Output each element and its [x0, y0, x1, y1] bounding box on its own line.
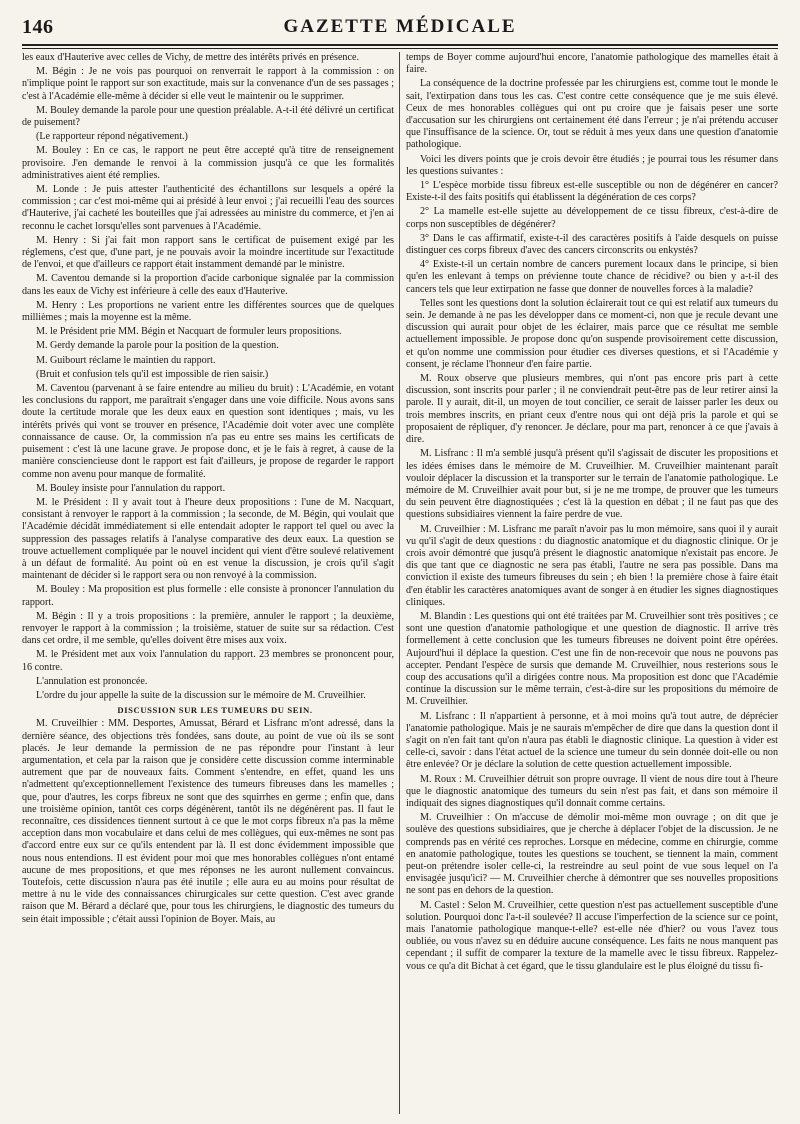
- paragraph: (Bruit et confusion tels qu'il est impossible de rien saisir.): [36, 368, 269, 380]
- paragraph: M. Castel : Selon M. Cruveilhier, cette question n'est pas actuellement susceptible d'une solution. Pourquoi donc l'a-t-il soulevée? Il accuse l'imperfection de la science sur ce point, mais l'anatomie pathologique manque-t-elle? est-elle née d'hier? ou vous l'avez tous oubliée, ou vous n'avez su en déduire aucune conséquence. Les faits ne nous manquent pas cependant ; il suffit de comparer la texture de la mamelle avec le tissu fibreux. Rappelez-vous ce qu'a dit Bichat à cet égard, que le tissu glandulaire est le plus éloigné du tissu fi-: [406, 899, 778, 972]
- paragraph: M. Caventou demande si la proportion d'acide carbonique signalée par la commission dans les eaux de Vichy est inférieure à celle des eaux d'Hauterive.: [22, 273, 394, 297]
- paragraph: M. le Président : Il y avait tout à l'heure deux propositions : l'une de M. Nacquart, consistant à renvoyer le rapport à la commission ; la seconde, de M. Bégin, qui voulait que l'Académie décidât immédiatement si elle entendait adopter le rapport tel quel ou avec la suppression des passages relatifs à l'analyse comparative des deux eaux. La question se trouve actuellement compliquée par le nouvel incident qui vient d'être soulevé relativement à un défaut de formalité. Au point où en est venue la discussion, je crois qu'il s'agit maintenant de décider si le rapport sera ou non renvoyé à la commission.: [22, 496, 394, 582]
- paragraph: M. Roux : M. Cruveilhier détruit son propre ouvrage. Il vient de nous dire tout à l'heure que le diagnostic anatomique des tumeurs du sein n'est pas fait, et dans son mémoire il indiquait des signes diagnostiques qu'il donnait comme certains.: [406, 773, 778, 809]
- paragraph: M. Bouley demande la parole pour une question préalable. A-t-il été délivré un certificat de puisement?: [22, 104, 394, 129]
- paragraph: M. Bégin : Il y a trois propositions : la première, annuler le rapport ; la deuxième, renvoyer le rapport à la commission ; la troisième, statuer de suite sur sa rédaction. C'est dans cet ordre, il me semble, qu'elles doivent être mises aux voix.: [22, 610, 394, 647]
- paragraph: M. Lisfranc : Il m'a semblé jusqu'à présent qu'il s'agissait de discuter les propositions et les idées émises dans le mémoire de M. Cruveilhier. M. Cruveilhier maintenant paraît vouloir déplacer la discussion et la transporter sur le terrain de l'anatomie pathologique. Le mémoire de M. Cruveilhier avait pour but, si je ne me trompe, de prouver que les tumeurs du sein peuvent être diagnostiquées ; c'est là la question en débat ; il ne faut pas que des questions subsidiaires viennent la faire perdre de vue.: [406, 448, 778, 521]
- left-column: [22, 52, 394, 1118]
- paragraph: M. Guibourt réclame le maintien du rapport.: [36, 354, 216, 366]
- paragraph: M. Henry : Les proportions ne varient entre les différentes sources que de quelques millièmes ; mais la moyenne est la même.: [22, 299, 394, 324]
- paragraph: 2° La mamelle est-elle sujette au développement de ce tissu fibreux, c'est-à-dire de corps non susceptibles de dégénérer?: [406, 206, 778, 230]
- page-number: 146: [22, 16, 54, 38]
- paragraph: M. Blandin : Les questions qui ont été traitées par M. Cruveilhier sont très positives ; ce sont une question d'anatomie pathologique et une question de diagnostic. Il arrive très formellement à cette conclusion que les tumeurs fibreuses ne doivent point être opérées. Aujourd'hui il déplace la question. C'est une fin de non-recevoir que nous ne pouvons pas accepter. Pendant l'espèce de sursis que demande M. Cruveilhier, nous resterions sous le coup des accusations qu'il a dirigées contre nous. Ma proposition est donc que l'Académie continue la discussion sur le même terrain, c'est-à-dire sur les propositions du mémoire de M. Cruveilhier.: [406, 610, 778, 708]
- paragraph: M. Cruveilhier : On m'accuse de démolir moi-même mon ouvrage ; on dit que je soulève des questions subsidiaires, que je cherche à déplacer l'objet de la discussion. Je ne comprends pas en vérité ces reproches. Lorsque en médecine, comme en chirurgie, comme en anatomie pathologique, toutes les questions se touchent, se tiennent la main, comment peut-on prétendre isoler celle-ci, la restreindre au seul point de vue sous lequel on l'a envisagée jusqu'ici? — M. Cruveilhier cherche à démontrer que ses nouvelles propositions ne sont pas en dehors de la question.: [406, 812, 778, 897]
- paragraph: M. Henry : Si j'ai fait mon rapport sans le certificat de puisement exigé par les réglemens, c'est que, d'une part, je ne pouvais avoir la moindre incertitude sur l'exactitude de l'envoi, et que d'ailleurs ce rapport était instamment demandé par le ministre.: [22, 234, 394, 271]
- paragraph: M. Gerdy demande la parole pour la position de la question.: [36, 340, 279, 352]
- paragraph: L'annulation est prononcée.: [36, 675, 148, 687]
- paragraph: 1° L'espèce morbide tissu fibreux est-elle susceptible ou non de dégénérer en cancer? Existe-t-il des faits positifs qui établissent la dégénération de ces corps?: [406, 180, 778, 204]
- paragraph: Telles sont les questions dont la solution éclairerait tout ce qui est relatif aux tumeurs du sein. Je demande à ne pas les développer dans ce moment-ci, non que je recule devant une discussion qui aurait pour objet de les éclairer, mais parce que ce résultat me semble actuellement impossible. Je propose donc qu'on suspende provisoirement cette discussion, et qu'on nomme une commission pour étudier ces diverses questions, et si l'Académie y consent, je réclame l'honneur d'en faire partie.: [406, 297, 778, 370]
- paragraph: 3° Dans le cas affirmatif, existe-t-il des caractères positifs à l'aide desquels on puisse distinguer ces corps fibreux d'avec des cancers circonscrits ou enkystés?: [406, 232, 778, 257]
- paragraph: M. Bégin : Je ne vois pas pourquoi on renverrait le rapport à la commission : on n'implique point le rapport sur son exactitude, mais sur la convenance d'un de ses passages ; c'est à l'Académie elle-même à décider si elle veut le maintenir ou le supprimer.: [22, 66, 394, 102]
- paragraph: Voici les divers points que je crois devoir être étudiés ; je pourrai tous les résumer dans les questions suivantes :: [406, 153, 778, 177]
- right-column: [406, 52, 778, 1118]
- paragraph: L'ordre du jour appelle la suite de la discussion sur le mémoire de M. Cruveilhier.: [36, 689, 366, 701]
- paragraph: M. Bouley : En ce cas, le rapport ne peut être accepté qu'à titre de renseignement provisoire. J'en demande le renvoi à la commission jusqu'à ce que les formalités administratives aient été remplies.: [22, 145, 394, 181]
- journal-title: GAZETTE MÉDICALE: [283, 16, 517, 37]
- paragraph: M. Bouley : Ma proposition est plus formelle : elle consiste à prononcer l'annulation du rapport.: [22, 584, 394, 608]
- column-divider: [399, 52, 400, 1114]
- paragraph: M. Londe : Je puis attester l'authenticité des échantillons sur lesquels a opéré la commission ; car c'est moi-même qui ai présidé à leur envoi ; j'ai recueilli l'eau des sources d'Hauterive, j'ai cacheté les bouteilles que j'ai adressées au ministre du commerce, et j'en ai reconnu le cachet lorsqu'elles sont parvenues à l'Académie.: [22, 184, 394, 232]
- paragraph: 4° Existe-t-il un certain nombre de cancers purement locaux dans le principe, si bien qu'en les enlevant à temps on prévienne toute chance de récidive? ou bien y a-t-il des cancers tels que leur extirpation ne fasse que donner de nouvelles forces à la maladie?: [406, 259, 778, 295]
- paragraph: M. Caventou (parvenant à se faire entendre au milieu du bruit) : L'Académie, en votant les conclusions du rapport, me paraîtrait s'engager dans une voie difficile. Nous avons sans doute la certitude morale que les deux eaux en question sont identiques ; mais, vu les intérêts privés qui vont se trouver en présence, l'Académie doit voter avec une complète connaissance de cause. Or, la commission n'a pas eu entre ses mains les certificats de puisement : c'est là une lacune grave. Je propose donc, et je le fais à regret, à cause de la manière consciencieuse dont le rapport est fait d'ailleurs, je propose de regarder le rapport comme non avenu pour manque de formalité.: [22, 383, 394, 480]
- paragraph: M. Bouley insiste pour l'annulation du rapport.: [36, 482, 226, 494]
- section-heading: DISCUSSION SUR LES TUMEURS DU SEIN.: [117, 705, 313, 716]
- paragraph: M. Cruveilhier : M. Lisfranc me paraît n'avoir pas lu mon mémoire, sans quoi il y aurait vu qu'il s'agit de deux questions : du diagnostic anatomique et du diagnostic clinique. Or je crois avoir démontré que jusqu'à présent le diagnostic anatomique n'existait pas encore. Je dis que tant que ce diagnostic ne sera pas établi, l'autre ne sera pas possible. Dans ma conviction il existe des tumeurs fibreuses du sein ; eh bien ! la première chose à faire était d'en établir les caractères anatomiques avant de songer à en étudier les signes diagnostiques cliniques.: [406, 523, 778, 608]
- paragraph: M. Roux observe que plusieurs membres, qui n'ont pas encore pris part à cette discussion, sont inscrits pour parler ; il ne conviendrait peut-être pas de leur retirer ainsi la parole. Il y aurait, dit-il, un moyen de tout concilier, ce serait de laisser parler les deux ou trois membres inscrits, en priant ceux d'entre nous qui ont déjà pris la parole et qui se proposaient de répliquer, d'y renoncer. Je déclare, pour ma part, renoncer à ce que j'avais à dire.: [406, 373, 778, 446]
- paragraph: M. le Président met aux voix l'annulation du rapport. 23 membres se prononcent pour, 16 contre.: [22, 649, 394, 673]
- paragraph: M. Cruveilhier : MM. Desportes, Amussat, Bérard et Lisfranc m'ont adressé, dans la dernière séance, des objections très fondées, sans doute, au point de vue où ils se sont placés. Je leur demande la permission de ne pas répondre pour l'instant à leur argumentation, et cela par la raison que je considère cette discussion comme interminable autrement que par de nouveaux faits. Comment s'entendre, en effet, quand les uns n'admettent qu'exceptionnellement l'existence des tumeurs fibreuses dans les mamelles ; que, pour d'autres, les corps fibreux ne sont que des squirrhes en germe ; enfin que, dans une troisième opinion, tantôt ces corps dégénèrent, tantôt ils ne dégénèrent pas. Il faut le reconnaître, ces dissidences tiennent surtout à ce que le mot corps fibreux n'a pas la même acception dans mon vocabulaire et dans celui de mes collègues, qui eux-mêmes ne sont pas d'accord entre eux sur ce qu'ils entendent par là. Il est donc évidemment impossible que nous nous entendions. Il est évident pour moi que mes honorables collègues n'ont entamé aucune de mes propositions, et que mes réponses ne les auront nullement convaincus. Toutefois, cette discussion n'aura pas été inutile ; elle aura eu au moins pour résultat de mettre à nu le vide des connaissances chirurgicales sur cette question. C'est avec grande raison que M. Bérard a déclaré que, pour tous les chirurgiens, le diagnostic des tumeurs du sein était impossible ; c'était aussi l'opinion de Boyer. Mais, au: [22, 718, 394, 925]
- paragraph: temps de Boyer comme aujourd'hui encore, l'anatomie pathologique des mamelles était à faire.: [406, 52, 778, 76]
- paragraph: les eaux d'Hauterive avec celles de Vichy, de mettre des intérêts privés en présence.: [22, 52, 359, 63]
- header-rule: [22, 44, 778, 49]
- paragraph: M. Lisfranc : Il n'appartient à personne, et à moi moins qu'à tout autre, de déprécier l'anatomie pathologique. Mais je ne saurais m'empêcher de dire que dans la question dont il s'agit on n'en fait tant qu'on n'aura pas établi le diagnostic clinique. La question à vider est celle-ci, savoir : dans l'état actuel de la science une tumeur du sein donnée doit-elle ou non être enlevée? Or je déclare la solution de cette question actuellement impossible.: [406, 710, 778, 771]
- paragraph: (Le rapporteur répond négativement.): [36, 131, 188, 143]
- page-header: [22, 14, 778, 46]
- paragraph: La conséquence de la doctrine professée par les chirurgiens est, comme tout le monde le sait, l'extirpation dans tous les cas. C'est contre cette conséquence que je me suis élevé. Ceux de mes honorables collègues qui ont pu croire que je faisais peser une sorte d'accusation sur les chirurgiens ont certainement été dans l'erreur ; je n'ai prétendu accuser que l'insuffisance de la science. Or, tout se réduit à mes yeux dans une question d'anatomie pathologique.: [406, 78, 778, 151]
- paragraph: M. le Président prie MM. Bégin et Nacquart de formuler leurs propositions.: [36, 326, 342, 338]
